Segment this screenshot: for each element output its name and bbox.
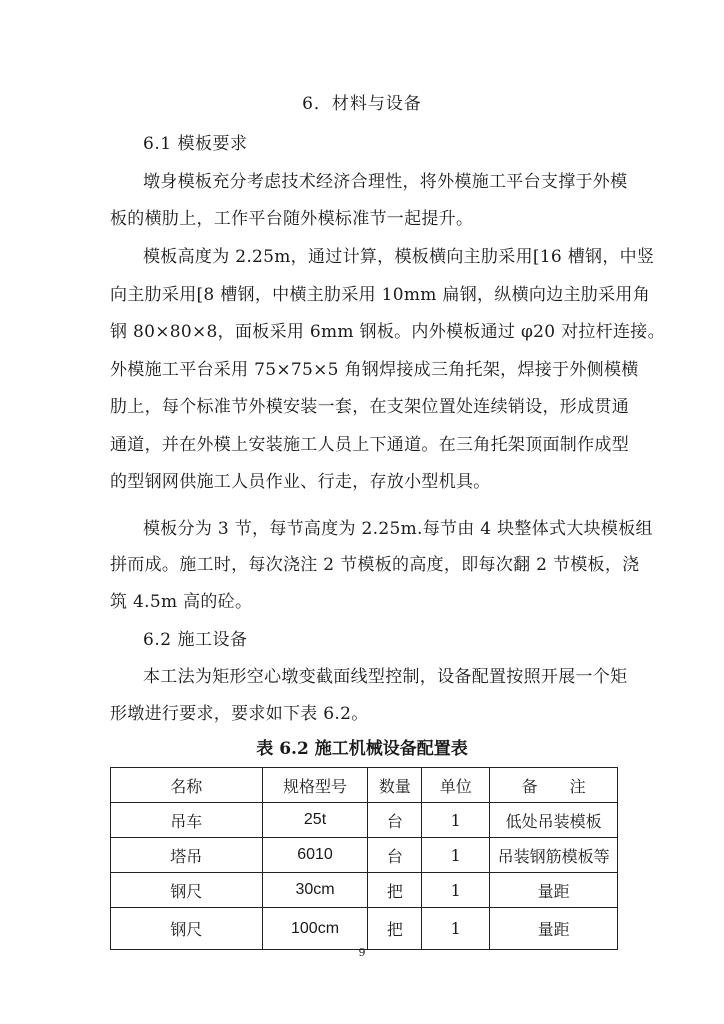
paragraph-line: 形墩进行要求，要求如下表 6.2。: [110, 704, 369, 724]
table-row: [111, 838, 618, 873]
section-title-6-2: 6.2 施工设备: [143, 630, 248, 650]
paragraph-line: 板的横肋上，工作平台随外模标准节一起提升。: [110, 209, 474, 229]
table-header-row: [111, 768, 618, 803]
cell-remarks: 低处吊装模板: [490, 803, 618, 838]
header-unit: 单位: [422, 768, 490, 803]
header-spec: 规格型号: [262, 768, 368, 803]
cell-name: 钢尺: [111, 908, 263, 950]
cell-unit: 1: [422, 803, 490, 838]
paragraph-line: 肋上，每个标准节外模安装一套，在支架位置处连续销设，形成贯通: [110, 397, 629, 417]
table-row: [111, 803, 618, 838]
cell-quantity: 把: [368, 908, 422, 950]
cell-quantity: 台: [368, 803, 422, 838]
cell-quantity: 台: [368, 838, 422, 873]
page-number: 9: [358, 946, 366, 959]
paragraph-line: 墩身模板充分考虑技术经济合理性，将外模施工平台支撑于外模: [143, 172, 628, 192]
paragraph-line: 外模施工平台采用 75×75×5 角钢焊接成三角托架，焊接于外侧模横: [110, 360, 639, 380]
paragraph-line: 通道，并在外模上安装施工人员上下通道。在三角托架顶面制作成型: [110, 435, 629, 455]
paragraph-line: 模板高度为 2.25m，通过计算，模板横向主肋采用[16 槽钢，中竖: [143, 247, 655, 267]
cell-remarks: 吊装钢筋模板等: [490, 838, 618, 873]
cell-name: 钢尺: [111, 873, 263, 908]
chapter-title: 6．材料与设备: [302, 94, 422, 114]
cell-remarks: 量距: [490, 873, 618, 908]
cell-name: 塔吊: [111, 838, 263, 873]
cell-spec: 25t: [262, 803, 368, 838]
cell-name: 吊车: [111, 803, 263, 838]
paragraph-line: 向主肋采用[8 槽钢，中横主肋采用 10mm 扁钢，纵横向边主肋采用角: [110, 285, 651, 305]
paragraph-line: 筑 4.5m 高的砼。: [110, 592, 253, 612]
paragraph-line: 模板分为 3 节，每节高度为 2.25m.每节由 4 块整体式大块模板组: [143, 519, 653, 539]
cell-quantity: 把: [368, 873, 422, 908]
cell-unit: 1: [422, 873, 490, 908]
paragraph-line: 的型钢网供施工人员作业、行走，存放小型机具。: [110, 472, 491, 492]
table-caption: 表 6.2 施工机械设备配置表: [256, 739, 468, 759]
cell-unit: 1: [422, 908, 490, 950]
paragraph-line: 本工法为矩形空心墩变截面线型控制，设备配置按照开展一个矩: [143, 667, 628, 687]
cell-remarks: 量距: [490, 908, 618, 950]
table-row: [111, 908, 618, 950]
cell-spec: 30cm: [262, 873, 368, 908]
equipment-table: [110, 767, 618, 950]
header-remarks: 备 注: [490, 768, 618, 803]
paragraph-line: 拼而成。施工时，每次浇注 2 节模板的高度，即每次翻 2 节模板，浇: [110, 555, 640, 575]
cell-spec: 100cm: [262, 908, 368, 950]
cell-unit: 1: [422, 838, 490, 873]
header-name: 名称: [111, 768, 263, 803]
table-row: [111, 873, 618, 908]
cell-spec: 6010: [262, 838, 368, 873]
paragraph-line: 钢 80×80×8，面板采用 6mm 钢板。内外模板通过 φ20 对拉杆连接。: [110, 322, 665, 342]
section-title-6-1: 6.1 模板要求: [143, 134, 248, 154]
header-quantity: 数量: [368, 768, 422, 803]
